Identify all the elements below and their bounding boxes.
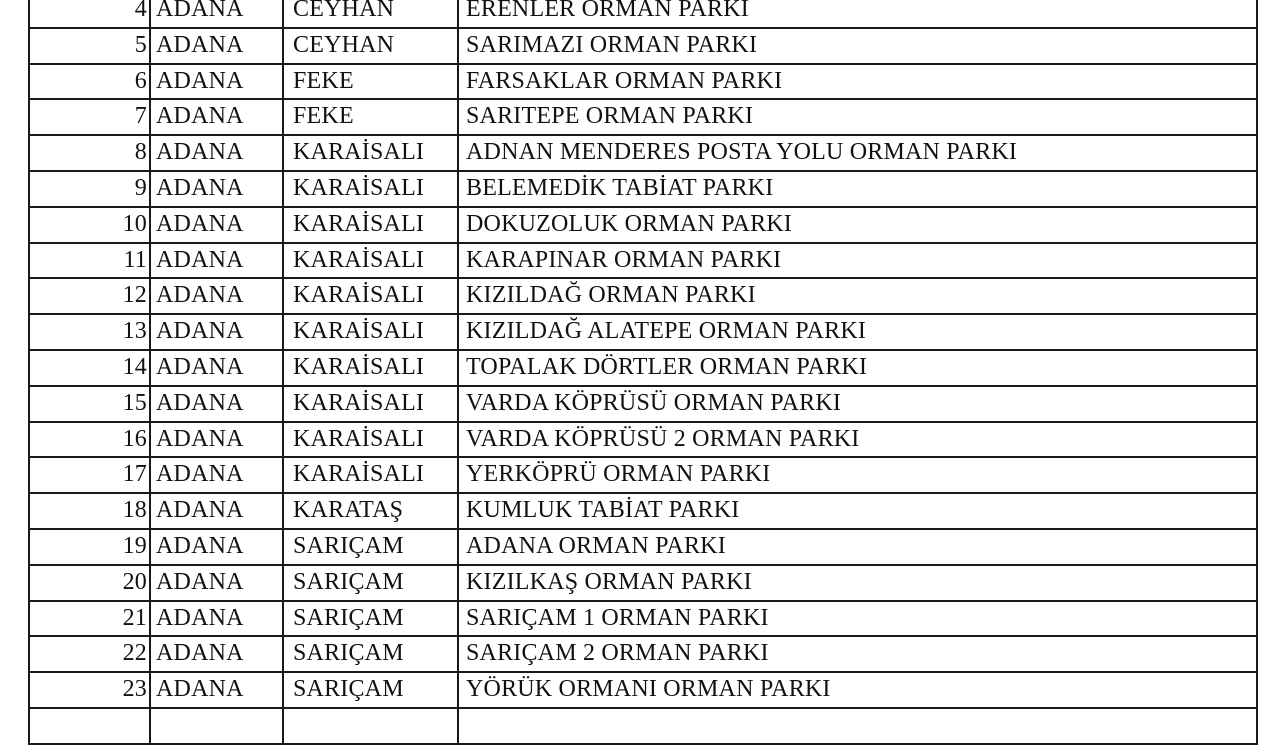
district-cell: SARIÇAM <box>284 673 459 707</box>
province-cell: ADANA <box>151 494 284 528</box>
row-number-cell: 13 <box>30 315 151 349</box>
district-cell: SARIÇAM <box>284 530 459 564</box>
district-cell: SARIÇAM <box>284 637 459 671</box>
province-cell: ADANA <box>151 530 284 564</box>
park-name-cell: YÖRÜK ORMANI ORMAN PARKI <box>459 673 1258 707</box>
row-number-cell: 23 <box>30 673 151 707</box>
park-name-cell: VARDA KÖPRÜSÜ ORMAN PARKI <box>459 387 1258 421</box>
empty-cell <box>459 709 1258 743</box>
district-cell: CEYHAN <box>284 29 459 63</box>
table-row <box>30 29 1258 65</box>
province-cell: ADANA <box>151 0 284 27</box>
district-cell: CEYHAN <box>284 0 459 27</box>
park-name-cell: ERENLER ORMAN PARKI <box>459 0 1258 27</box>
district-cell: KARAİSALI <box>284 172 459 206</box>
row-number-cell: 5 <box>30 29 151 63</box>
district-cell: KARAİSALI <box>284 351 459 385</box>
table-row <box>30 208 1258 244</box>
table-row <box>30 637 1258 673</box>
province-cell: ADANA <box>151 136 284 170</box>
row-number-cell: 16 <box>30 423 151 457</box>
park-name-cell: SARIÇAM 2 ORMAN PARKI <box>459 637 1258 671</box>
row-number-cell: 8 <box>30 136 151 170</box>
park-name-cell: SARITEPE ORMAN PARKI <box>459 100 1258 134</box>
province-cell: ADANA <box>151 244 284 278</box>
park-name-cell: KIZILKAŞ ORMAN PARKI <box>459 566 1258 600</box>
province-cell: ADANA <box>151 566 284 600</box>
district-cell: KARAİSALI <box>284 279 459 313</box>
row-number-cell: 9 <box>30 172 151 206</box>
table-row <box>30 65 1258 101</box>
empty-cell <box>30 709 151 743</box>
park-name-cell: YERKÖPRÜ ORMAN PARKI <box>459 458 1258 492</box>
district-cell: KARATAŞ <box>284 494 459 528</box>
row-number-cell: 19 <box>30 530 151 564</box>
row-number-cell: 12 <box>30 279 151 313</box>
district-cell: KARAİSALI <box>284 208 459 242</box>
row-number-cell: 10 <box>30 208 151 242</box>
province-cell: ADANA <box>151 315 284 349</box>
row-number-cell: 11 <box>30 244 151 278</box>
table-row <box>30 172 1258 208</box>
district-cell: FEKE <box>284 100 459 134</box>
table-row <box>30 136 1258 172</box>
table-row <box>30 0 1258 29</box>
district-cell: KARAİSALI <box>284 136 459 170</box>
park-name-cell: KARAPINAR ORMAN PARKI <box>459 244 1258 278</box>
park-name-cell: BELEMEDİK TABİAT PARKI <box>459 172 1258 206</box>
table-row <box>30 315 1258 351</box>
row-number-cell: 17 <box>30 458 151 492</box>
province-cell: ADANA <box>151 387 284 421</box>
table-row <box>30 458 1258 494</box>
district-cell: KARAİSALI <box>284 315 459 349</box>
table-row <box>30 566 1258 602</box>
district-cell: KARAİSALI <box>284 458 459 492</box>
park-name-cell: KIZILDAĞ ORMAN PARKI <box>459 279 1258 313</box>
table-row <box>30 423 1258 459</box>
park-name-cell: SARIMAZI ORMAN PARKI <box>459 29 1258 63</box>
row-number-cell: 20 <box>30 566 151 600</box>
table-row <box>30 244 1258 280</box>
province-cell: ADANA <box>151 172 284 206</box>
province-cell: ADANA <box>151 602 284 636</box>
row-number-cell: 14 <box>30 351 151 385</box>
park-name-cell: ADNAN MENDERES POSTA YOLU ORMAN PARKI <box>459 136 1258 170</box>
province-cell: ADANA <box>151 458 284 492</box>
province-cell: ADANA <box>151 65 284 99</box>
province-cell: ADANA <box>151 637 284 671</box>
park-name-cell: FARSAKLAR ORMAN PARKI <box>459 65 1258 99</box>
row-number-cell: 7 <box>30 100 151 134</box>
row-number-cell: 6 <box>30 65 151 99</box>
park-name-cell: DOKUZOLUK ORMAN PARKI <box>459 208 1258 242</box>
province-cell: ADANA <box>151 351 284 385</box>
table-row <box>30 279 1258 315</box>
table-row <box>30 387 1258 423</box>
row-number-cell: 15 <box>30 387 151 421</box>
district-cell: KARAİSALI <box>284 244 459 278</box>
district-cell: KARAİSALI <box>284 423 459 457</box>
table-row <box>30 673 1258 709</box>
park-name-cell: SARIÇAM 1 ORMAN PARKI <box>459 602 1258 636</box>
park-name-cell: VARDA KÖPRÜSÜ 2 ORMAN PARKI <box>459 423 1258 457</box>
row-number-cell: 22 <box>30 637 151 671</box>
province-cell: ADANA <box>151 279 284 313</box>
row-number-cell: 4 <box>30 0 151 27</box>
empty-cell <box>151 709 284 743</box>
province-cell: ADANA <box>151 423 284 457</box>
table-row <box>30 602 1258 638</box>
table-row <box>30 100 1258 136</box>
province-cell: ADANA <box>151 208 284 242</box>
table-row <box>30 530 1258 566</box>
district-cell: FEKE <box>284 65 459 99</box>
empty-cell <box>284 709 459 743</box>
row-number-cell: 18 <box>30 494 151 528</box>
parks-table <box>28 0 1258 745</box>
table-row <box>30 494 1258 530</box>
park-name-cell: KUMLUK TABİAT PARKI <box>459 494 1258 528</box>
table-row <box>30 351 1258 387</box>
park-name-cell: KIZILDAĞ ALATEPE ORMAN PARKI <box>459 315 1258 349</box>
district-cell: KARAİSALI <box>284 387 459 421</box>
row-number-cell: 21 <box>30 602 151 636</box>
province-cell: ADANA <box>151 100 284 134</box>
district-cell: SARIÇAM <box>284 602 459 636</box>
district-cell: SARIÇAM <box>284 566 459 600</box>
park-name-cell: ADANA ORMAN PARKI <box>459 530 1258 564</box>
province-cell: ADANA <box>151 29 284 63</box>
province-cell: ADANA <box>151 673 284 707</box>
table-row-partial <box>30 709 1258 745</box>
park-name-cell: TOPALAK DÖRTLER ORMAN PARKI <box>459 351 1258 385</box>
